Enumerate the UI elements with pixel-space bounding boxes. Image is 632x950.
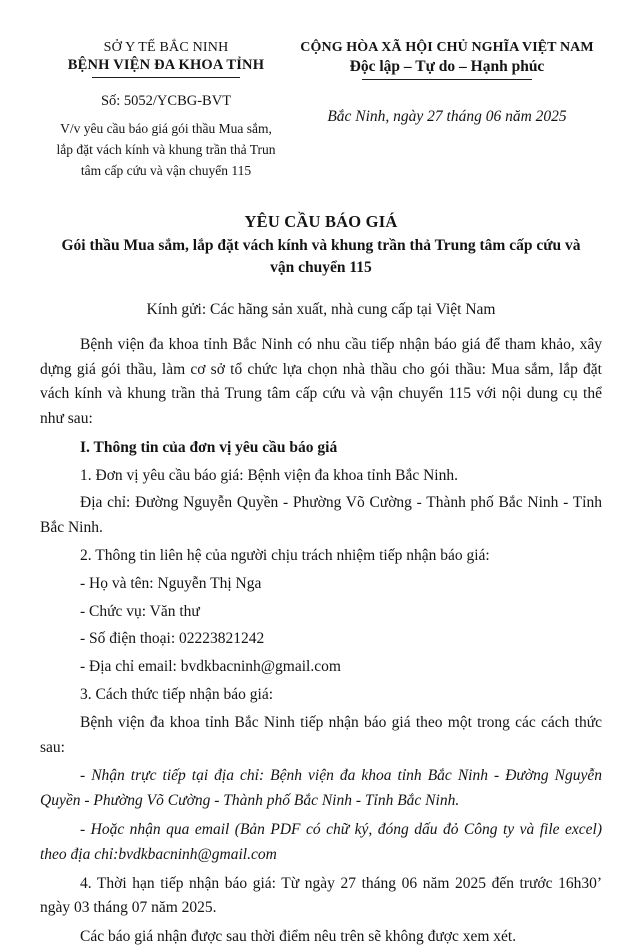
national-motto-underline xyxy=(362,79,532,80)
document-subject-line-3: tâm cấp cứu và vận chuyển 115 xyxy=(80,162,252,178)
org-name: BỆNH VIỆN ĐA KHOA TỈNH xyxy=(67,57,265,73)
contact-name-line: - Họ và tên: Nguyễn Thị Nga xyxy=(80,574,262,592)
document-body xyxy=(40,333,602,950)
address-line: Địa chỉ: Đường Nguyễn Quyền - Phường Võ Cường - Thành phố Bắc Ninh - Tỉnh Bắc Ninh. xyxy=(40,494,602,537)
parent-org-name: SỞ Y TẾ BẮC NINH xyxy=(103,40,229,55)
document-header xyxy=(40,40,602,182)
item-1-requesting-unit: 1. Đơn vị yêu cầu báo giá: Bệnh viện đa khoa tỉnh Bắc Ninh. xyxy=(80,466,458,484)
item-3-receiving-method: 3. Cách thức tiếp nhận báo giá: xyxy=(80,686,274,704)
late-quotation-note: Các báo giá nhận được sau thời điểm nêu trên sẽ không được xem xét. xyxy=(80,928,517,946)
receiving-option-email: - Hoặc nhận qua email (Bản PDF có chữ ký, đóng dấu đỏ Công ty và file excel) theo địa chỉ:bvdkbacninh@gmail.com xyxy=(40,821,602,863)
title-block xyxy=(40,212,602,280)
document-subject-line-1: V/v yêu cầu báo giá gói thầu Mua sắm, xyxy=(60,121,272,136)
section-1-heading: I. Thông tin của đơn vị yêu cầu báo giá xyxy=(80,438,338,456)
document-title: YÊU CẦU BÁO GIÁ xyxy=(244,211,398,231)
receiving-option-direct: - Nhận trực tiếp tại địa chỉ: Bệnh viện đa khoa tỉnh Bắc Ninh - Đường Nguyễn Quyền - Phường Võ Cường - Thành phố Bắc Ninh - Tỉnh Bắc Ninh. xyxy=(40,767,602,810)
contact-position-line: - Chức vụ: Văn thư xyxy=(80,602,200,620)
document-subject xyxy=(40,119,292,182)
national-title: CỘNG HÒA XÃ HỘI CHỦ NGHĨA VIỆT NAM xyxy=(300,40,594,55)
contact-phone-line: - Số điện thoại: 02223821242 xyxy=(80,630,265,648)
contact-email-line: - Địa chỉ email: bvdkbacninh@gmail.com xyxy=(80,658,341,676)
receiving-method-intro: Bệnh viện đa khoa tỉnh Bắc Ninh tiếp nhận báo giá theo một trong các cách thức sau: xyxy=(40,713,602,756)
national-header-block xyxy=(292,40,602,126)
salutation-line: Kính gửi: Các hãng sản xuất, nhà cung cấp tại Việt Nam xyxy=(146,300,496,318)
place-date-line: Bắc Ninh, ngày 27 tháng 06 năm 2025 xyxy=(327,108,567,125)
document-subtitle: Gói thầu Mua sắm, lắp đặt vách kính và khung trần thả Trung tâm cấp cứu và vận chuyển 115 xyxy=(61,236,581,277)
org-name-underline xyxy=(92,77,240,78)
national-motto: Độc lập – Tự do – Hạnh phúc xyxy=(349,58,545,75)
item-4-deadline: 4. Thời hạn tiếp nhận báo giá: Từ ngày 27 tháng 06 năm 2025 đến trước 16h30’ ngày 03 tháng 07 năm 2025. xyxy=(40,874,602,917)
intro-paragraph: Bệnh viện đa khoa tỉnh Bắc Ninh có nhu cầu tiếp nhận báo giá để tham khảo, xây dựng giá gói thầu, làm cơ sở tổ chức lựa chọn nhà thầu cho gói thầu: Mua sắm, lắp đặt vách kính và khung trần thả Trung tâm cấp cứu và vận chuyển 115 với nội dung cụ thể như sau: xyxy=(40,335,602,428)
document-subject-line-2: lắp đặt vách kính và khung trần thả Trun xyxy=(56,141,276,157)
issuing-org-block xyxy=(40,40,292,182)
document-number: Số: 5052/YCBG-BVT xyxy=(100,93,232,109)
item-2-contact-info: 2. Thông tin liên hệ của người chịu trách nhiệm tiếp nhận báo giá: xyxy=(80,547,490,565)
